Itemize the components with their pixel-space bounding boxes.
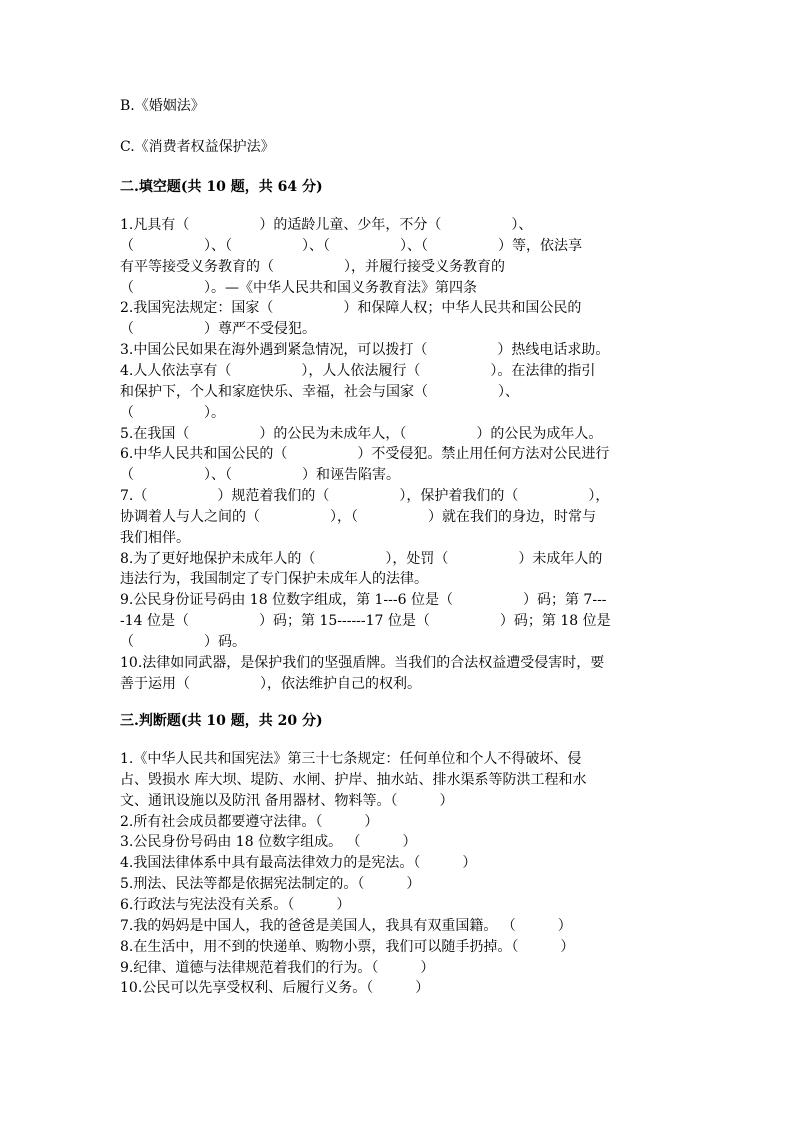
question-line: 8.为了更好地保护未成年人的（ ），处罚（ ）未成年人的 [120,550,603,567]
question-line: 和保护下，个人和家庭快乐、幸福，社会与国家（ ）、 [120,383,519,400]
section2-title: 二.填空题(共 10 题，共 64 分) [120,179,323,195]
option-c: C.《消费者权益保护法》 [120,139,275,155]
question-line: （ ）、（ ）、（ ）、（ ）等，依法享 [120,237,582,254]
question-line: （ ）、（ ）和诬告陷害。 [120,467,400,484]
question-line: 4.人人依法享有（ ），人人依法履行（ ）。在法律的指引 [120,362,596,379]
question-line: （ ）码。 [120,634,246,650]
question-line: （ ）。—《中华人民共和国义务教育法》第四条 [120,279,477,296]
question-line: 违法行为，我国制定了专门保护未成年人的法律。 [120,571,428,588]
question-line: 善于运用（ ），依法维护自己的权利。 [120,675,421,692]
question-line: 占、毁损水 库大坝、堤防、水闸、护岸、抽水站、排水渠系等防洪工程和水 [120,771,587,788]
question-line: 4.我国法律体系中具有最高法律效力的是宪法。（ ） [120,855,477,872]
question-line: -14 位是（ ）码；第 15------17 位是（ ）码；第 18 位是 [120,613,611,630]
question-line: 7.（ ）规范着我们的（ ），保护着我们的（ ）， [120,488,610,505]
question-line: 10.公民可以先享受权利、后履行义务。（ ） [120,980,430,997]
question-line: 有平等接受义务教育的（ ），并履行接受义务教育的 [120,258,505,275]
question-line: 8.在生活中，用不到的快递单、购物小票，我们可以随手扔掉。（ ） [120,938,575,955]
question-line: 9.公民身份证号码由 18 位数字组成，第 1---6 位是（ ）码；第 7--- [120,592,607,609]
question-line: 我们相伴。 [120,529,190,546]
question-line: 1.《中华人民共和国宪法》第三十七条规定：任何单位和个人不得破坏、侵 [120,751,582,767]
question-line: 6.行政法与宪法没有关系。（ ） [120,896,351,913]
question-line: 2.我国宪法规定：国家（ ）和保障人权；中华人民共和国公民的 [120,300,582,317]
question-line: 5.在我国（ ）的公民为未成年人，（ ）的公民为成年人。 [120,425,603,442]
question-line: 1.凡具有（ ）的适龄儿童、少年，不分（ ）、 [120,217,533,233]
question-line: 9.纪律、道德与法律规范着我们的行为。（ ） [120,959,435,976]
question-line: （ ）。 [120,404,225,421]
question-line: 7.我的妈妈是中国人，我的爸爸是美国人，我具有双重国籍。 （ ） [120,917,572,934]
section3-title: 三.判断题(共 10 题，共 20 分) [120,713,323,729]
question-line: 2.所有社会成员都要遵守法律。（ ） [120,813,379,830]
question-line: 3.中国公民如果在海外遇到紧急情况，可以拨打（ ）热线电话求助。 [120,342,610,359]
option-b: B.《婚姻法》 [120,98,205,114]
question-line: 协调着人与人之间的（ ），（ ）就在我们的身边，时常与 [120,508,596,525]
question-line: 文、通讯设施以及防汛 备用器材、物料等。（ ） [120,792,454,809]
question-line: 5.刑法、民法等都是依据宪法制定的。（ ） [120,876,421,893]
question-line: 10.法律如同武器，是保护我们的坚强盾牌。当我们的合法权益遭受侵害时，要 [120,654,605,671]
question-line: （ ）尊严不受侵犯。 [120,321,316,338]
question-line: 6.中华人民共和国公民的（ ）不受侵犯。禁止用任何方法对公民进行 [120,446,610,463]
question-line: 3.公民身份号码由 18 位数字组成。 （ ） [120,834,417,851]
